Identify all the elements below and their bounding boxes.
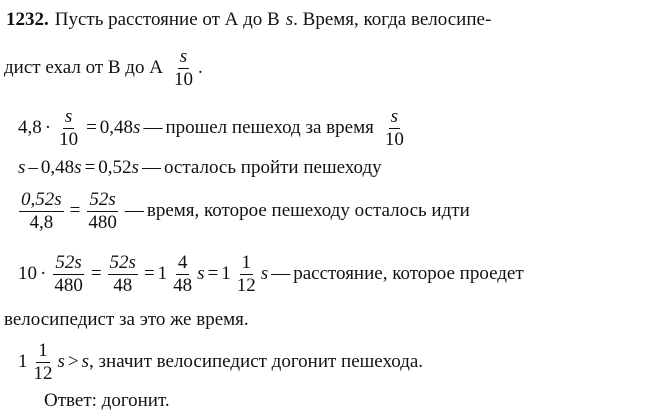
- step2-dash: —: [141, 157, 161, 178]
- mixed-whole: 1: [157, 263, 168, 284]
- problem-line-2: [4, 40, 203, 96]
- step4-fraction-1: [52, 253, 85, 296]
- step2-coef2: 0,52: [98, 157, 132, 178]
- step4-mixed-number-2: [221, 253, 261, 296]
- step3-fraction-2: [86, 190, 119, 233]
- step5-greater-than: >: [67, 351, 79, 372]
- answer-line: [44, 388, 170, 414]
- step2-minus: –: [28, 157, 38, 178]
- step-5-line: [18, 334, 423, 390]
- step4-dot: ·: [40, 263, 47, 284]
- step-2-line: [18, 154, 382, 182]
- step4-coef: 10: [18, 263, 37, 284]
- answer-text: Ответ: догонит.: [44, 390, 170, 411]
- fraction-denominator: 12: [33, 362, 53, 384]
- step3-fraction-1: [19, 190, 64, 233]
- step-3-line: [16, 184, 470, 238]
- problem-intro-text-2: . Время, когда велосипе-: [293, 9, 492, 30]
- step2-var3: s: [131, 157, 139, 178]
- step5-var2: s: [81, 351, 90, 372]
- step1-coef: 4,8: [18, 117, 42, 138]
- step1-equals: =: [86, 117, 97, 138]
- step1-fraction-2: [383, 107, 406, 150]
- problem-line2-end: .: [197, 57, 203, 78]
- step1-dash: —: [143, 117, 163, 138]
- fraction-numerator: 52s: [55, 251, 82, 273]
- step5-var1: s: [57, 351, 65, 372]
- step2-equals: =: [84, 157, 96, 178]
- fraction-denominator: 48: [113, 274, 133, 296]
- step4-mixed-number-1: [158, 253, 198, 296]
- step3-dash: —: [124, 200, 144, 221]
- fraction-numerator: s: [179, 45, 188, 67]
- step-4-line: [18, 246, 524, 302]
- problem-line-1: [6, 6, 491, 34]
- fraction-denominator: 10: [173, 68, 193, 90]
- fraction-numerator: 0,52s: [21, 188, 62, 210]
- problem-line2-text: дист ехал от В до А: [4, 57, 163, 78]
- step2-text: осталось пройти пешеходу: [163, 157, 382, 178]
- step4-text: расстояние, которое проедет: [293, 263, 524, 284]
- step3-text: время, которое пешеходу осталось идти: [146, 200, 470, 221]
- fraction-denominator: 12: [236, 274, 256, 296]
- step1-var: s: [133, 117, 141, 138]
- fraction-denominator: 4,8: [29, 211, 54, 233]
- fraction-numerator: s: [390, 105, 399, 127]
- step3-equals: =: [69, 200, 81, 221]
- fraction-numerator: 52s: [89, 188, 116, 210]
- step2-var2: s: [74, 157, 82, 178]
- step2-var1: s: [18, 157, 26, 178]
- fraction-numerator: 52s: [109, 251, 136, 273]
- step4-var1: s: [197, 263, 205, 284]
- step1-dot: ·: [44, 117, 52, 138]
- step4-fraction-2: [108, 253, 138, 296]
- fraction-numerator: 4: [177, 251, 188, 273]
- step4-equals-3: =: [207, 263, 219, 284]
- mixed-fraction: [32, 341, 55, 384]
- mixed-fraction: [171, 253, 194, 296]
- step5-text: , значит велосипедист догонит пешехода.: [89, 351, 424, 372]
- step4-dash: —: [271, 263, 291, 284]
- fraction-denominator: 480: [54, 274, 83, 296]
- fraction-numerator: 1: [241, 251, 252, 273]
- fraction-numerator: s: [64, 105, 73, 127]
- step1-text: прошел пешеход за время: [165, 117, 374, 138]
- fraction-denominator: 480: [88, 211, 117, 233]
- step1-rhs: 0,48: [99, 117, 134, 138]
- mixed-fraction: [235, 253, 258, 296]
- fraction-denominator: 48: [173, 274, 193, 296]
- fraction-s-over-10: [172, 47, 195, 90]
- step2-coef1: 0,48: [40, 157, 75, 178]
- problem-intro-text: Пусть расстояние от А до В: [54, 9, 280, 30]
- mixed-whole: 1: [18, 351, 28, 372]
- problem-number: 1232.: [6, 9, 49, 30]
- step5-mixed-number: [18, 341, 58, 384]
- fraction-denominator: 10: [59, 128, 79, 150]
- step-4-line-2: [4, 306, 249, 334]
- mixed-whole: 1: [221, 263, 231, 284]
- step4-equals-1: =: [90, 263, 102, 284]
- problem-var-s: s: [285, 9, 294, 30]
- step1-fraction: [57, 107, 80, 150]
- step4-var2: s: [260, 263, 269, 284]
- fraction-denominator: 10: [384, 128, 404, 150]
- step-1-line: [18, 102, 409, 154]
- step4-equals-2: =: [143, 263, 155, 284]
- step4-text-line2: велосипедист за это же время.: [4, 309, 249, 330]
- fraction-numerator: 1: [38, 339, 48, 361]
